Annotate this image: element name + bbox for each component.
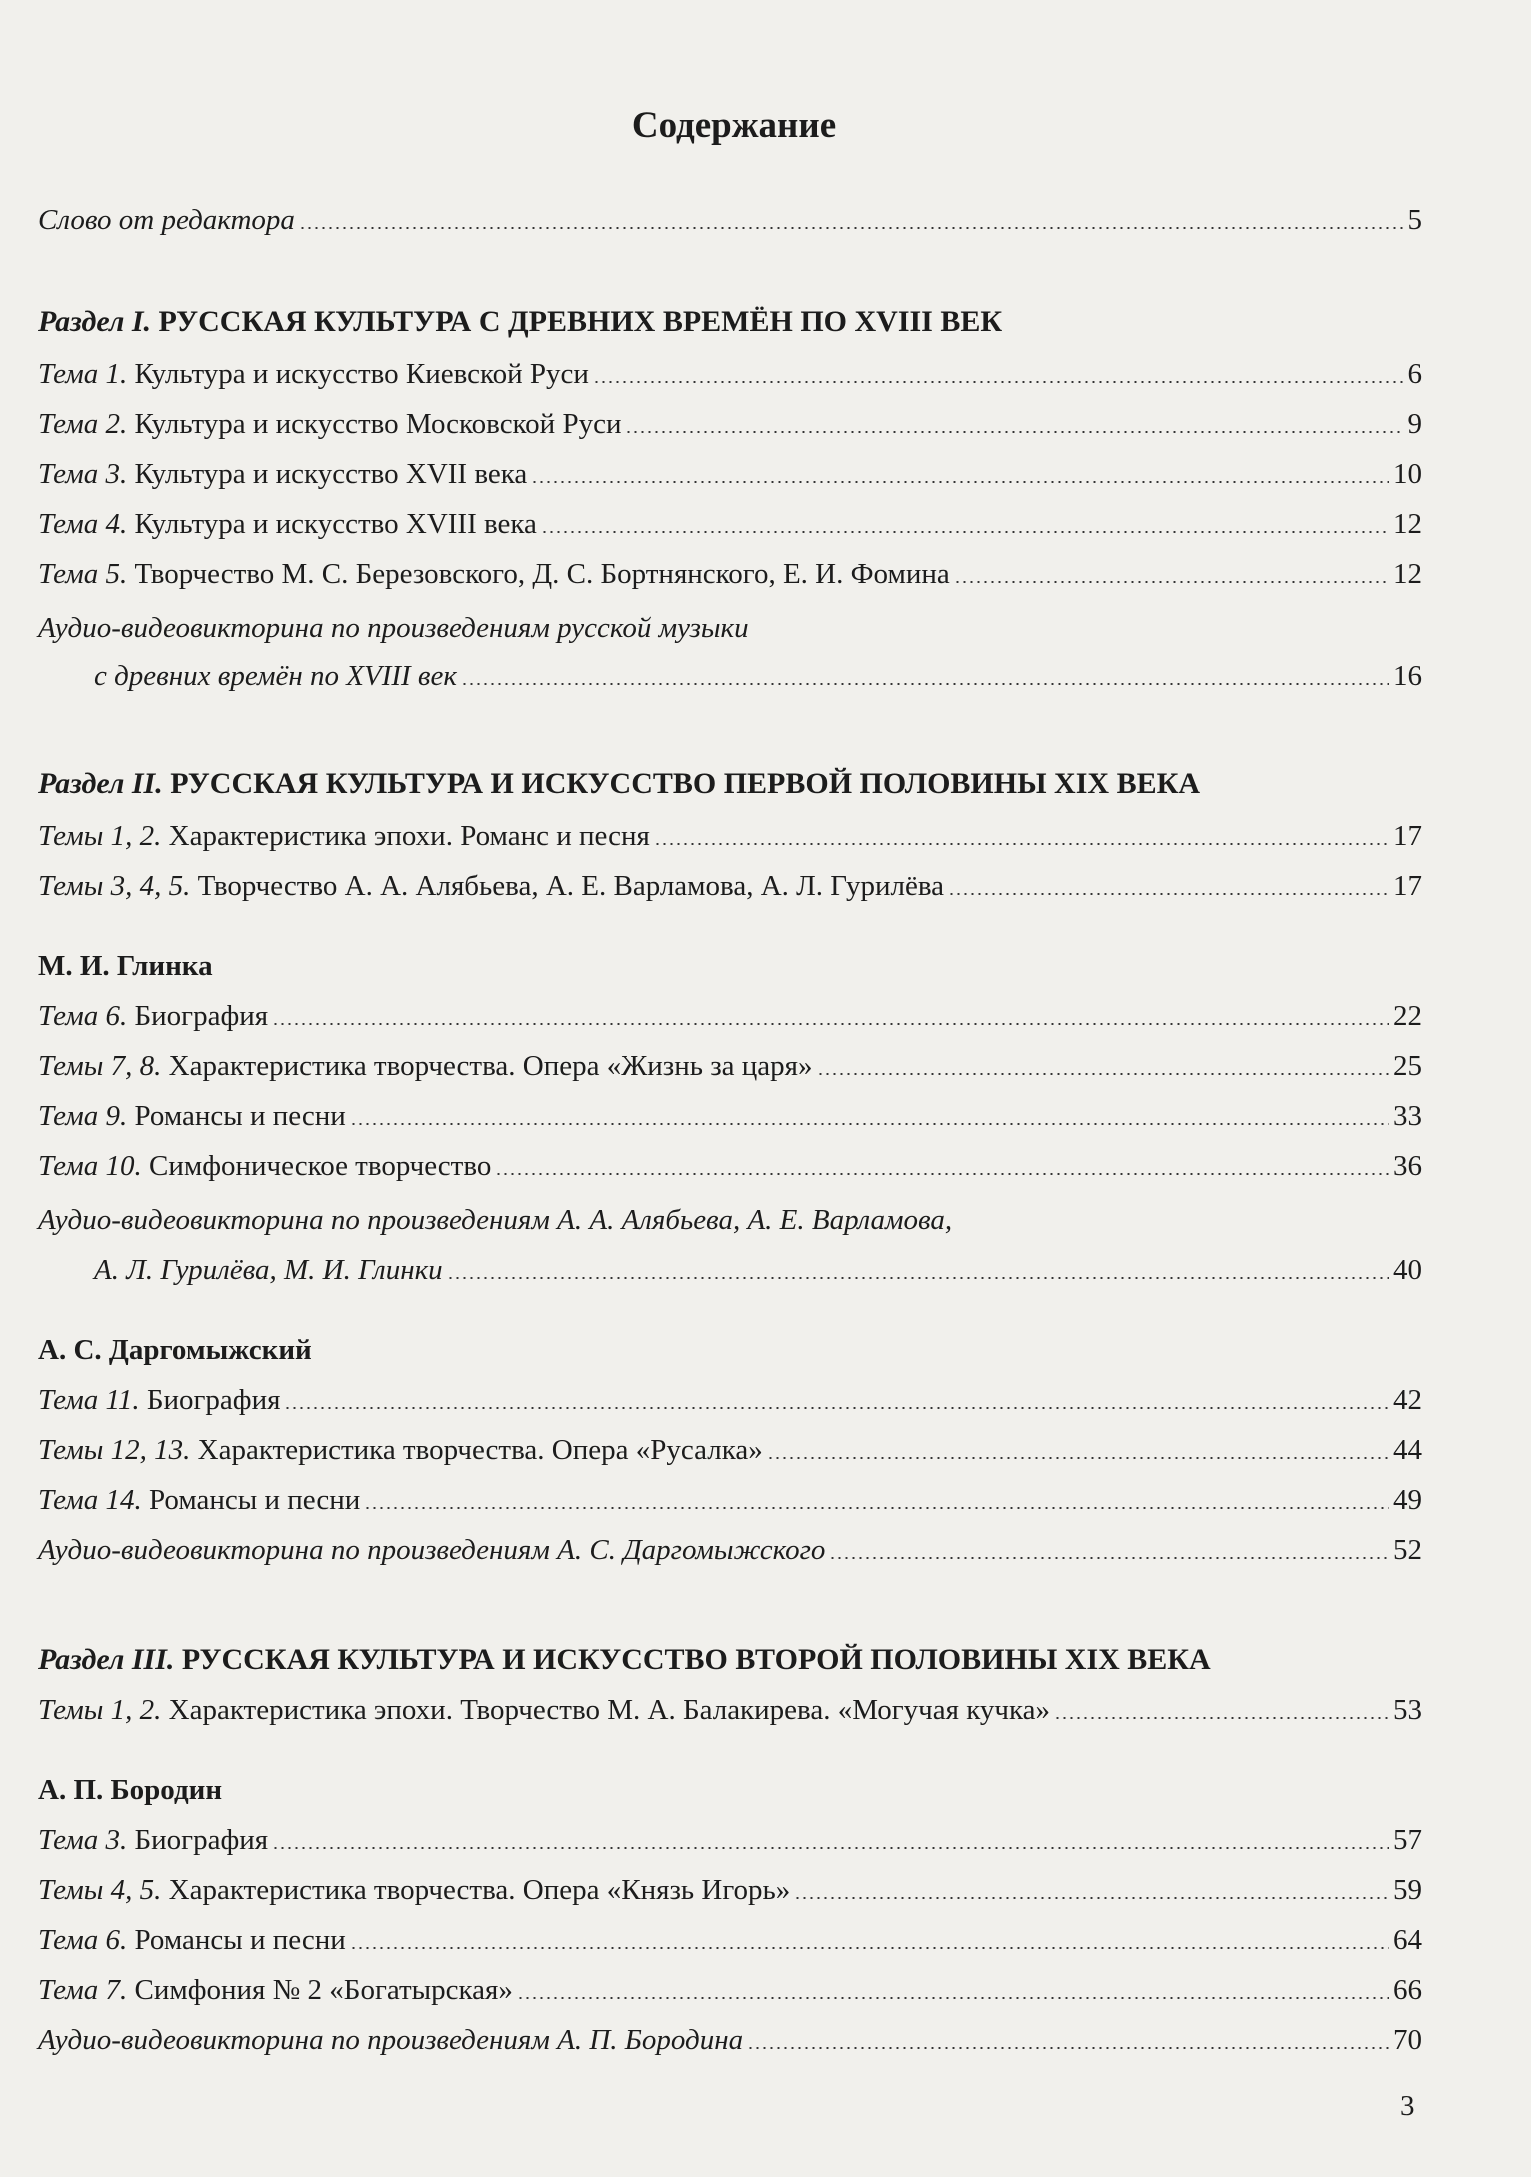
dot-leader bbox=[364, 1507, 1389, 1509]
toc-entry-text bbox=[38, 1690, 1050, 1730]
toc-entry[interactable] bbox=[38, 1046, 1422, 1086]
toc-item-composer bbox=[38, 1770, 1422, 1810]
page-ref: 40 bbox=[1393, 1254, 1422, 1286]
page-ref: 49 bbox=[1393, 1484, 1422, 1516]
topic-label: Тема 7. bbox=[38, 1974, 128, 2006]
dot-leader bbox=[461, 683, 1389, 685]
topic-label: Тема 10. bbox=[38, 1150, 142, 1182]
page-title: Содержание bbox=[631, 105, 837, 146]
topic-title: Культура и искусство XVII века bbox=[134, 458, 528, 490]
topic-label: Тема 5. bbox=[38, 558, 128, 590]
page-ref: 9 bbox=[1407, 408, 1422, 440]
toc-entry-text bbox=[38, 816, 650, 856]
page-ref: 52 bbox=[1393, 1534, 1422, 1566]
dot-leader bbox=[299, 227, 1404, 229]
topic-label: Тема 3. bbox=[38, 1824, 128, 1856]
topic-title: Культура и искусство Киевской Руси bbox=[134, 358, 589, 390]
toc-entry[interactable] bbox=[38, 454, 1422, 494]
dot-leader bbox=[495, 1173, 1389, 1175]
topic-title: Творчество А. А. Алябьева, А. Е. Варламова, А. Л. Гурилёва bbox=[197, 870, 945, 902]
toc-entry[interactable] bbox=[38, 1690, 1422, 1730]
toc-item-entry bbox=[38, 1096, 1422, 1136]
toc-entry[interactable] bbox=[38, 996, 1422, 1036]
toc-entry[interactable] bbox=[38, 656, 1422, 696]
dot-leader bbox=[350, 1947, 1389, 1949]
page-ref: 16 bbox=[1393, 660, 1422, 692]
toc-entry[interactable] bbox=[38, 1480, 1422, 1520]
toc-entry[interactable] bbox=[38, 554, 1422, 594]
page-ref: 22 bbox=[1393, 1000, 1422, 1032]
toc-item-cont bbox=[38, 608, 1422, 648]
section-heading bbox=[38, 302, 1422, 342]
toc-entry-text bbox=[38, 996, 268, 1036]
toc-item-entry bbox=[38, 454, 1422, 494]
page-ref: 6 bbox=[1407, 358, 1422, 390]
dot-leader bbox=[447, 1277, 1389, 1279]
topic-label: Тема 14. bbox=[38, 1484, 142, 1516]
page-ref: 10 bbox=[1393, 458, 1422, 490]
page-ref: 44 bbox=[1393, 1434, 1422, 1466]
dot-leader bbox=[350, 1123, 1389, 1125]
toc-entry-text bbox=[38, 2020, 743, 2060]
topic-label: Темы 12, 13. bbox=[38, 1434, 191, 1466]
toc-entry[interactable] bbox=[38, 1820, 1422, 1860]
toc-item-entry bbox=[38, 866, 1422, 906]
topic-title: Культура и искусство Московской Руси bbox=[134, 408, 622, 440]
topic-title: Биография bbox=[146, 1384, 281, 1416]
toc-item-entry bbox=[38, 1250, 1422, 1290]
page-ref: 64 bbox=[1393, 1924, 1422, 1956]
toc-entry[interactable] bbox=[38, 1430, 1422, 1470]
dot-leader bbox=[625, 431, 1403, 433]
dot-leader bbox=[817, 1073, 1389, 1075]
toc-entry-text bbox=[38, 554, 950, 594]
page-ref: 12 bbox=[1393, 508, 1422, 540]
page-ref: 5 bbox=[1407, 204, 1422, 236]
toc-item-entry bbox=[38, 1530, 1422, 1570]
page-ref: 33 bbox=[1393, 1100, 1422, 1132]
toc-item-entry bbox=[38, 504, 1422, 544]
toc-entry-text bbox=[38, 1146, 491, 1186]
page-number: 3 bbox=[1400, 2090, 1415, 2122]
page-ref: 36 bbox=[1393, 1150, 1422, 1182]
toc-item-cont bbox=[38, 1200, 1422, 1240]
page-ref: 12 bbox=[1393, 558, 1422, 590]
toc-entry-text bbox=[38, 1970, 513, 2010]
toc-entry[interactable] bbox=[38, 1920, 1422, 1960]
toc-entry-text bbox=[38, 1530, 825, 1570]
dot-leader bbox=[747, 2047, 1389, 2049]
toc-entry-text bbox=[38, 1870, 790, 1910]
dot-leader bbox=[767, 1457, 1389, 1459]
toc-entry[interactable] bbox=[38, 1096, 1422, 1136]
toc-item-entry bbox=[38, 554, 1422, 594]
dot-leader bbox=[541, 531, 1389, 533]
toc-item-entry bbox=[38, 1970, 1422, 2010]
toc-entry-text bbox=[38, 866, 944, 906]
topic-label: Тема 2. bbox=[38, 408, 128, 440]
toc-entry[interactable] bbox=[38, 200, 1422, 240]
topic-title: Романсы и песни bbox=[134, 1924, 346, 1956]
dot-leader bbox=[948, 893, 1389, 895]
toc-item-entry bbox=[38, 1820, 1422, 1860]
toc-item-entry bbox=[38, 656, 1422, 696]
toc-item-entry bbox=[38, 1480, 1422, 1520]
toc-item-entry bbox=[38, 816, 1422, 856]
topic-title: Романсы и песни bbox=[149, 1484, 361, 1516]
toc-entry[interactable] bbox=[38, 504, 1422, 544]
toc-entry-text: Аудио-видеовикторина по произведениям А. А. Алябьева, А. Е. Варламова, bbox=[38, 1204, 953, 1236]
toc-entry-text bbox=[38, 200, 295, 240]
page-ref: 42 bbox=[1393, 1384, 1422, 1416]
toc-entry[interactable] bbox=[38, 1250, 1422, 1290]
dot-leader bbox=[829, 1557, 1389, 1559]
toc-entry[interactable] bbox=[38, 1970, 1422, 2010]
topic-label: Тема 4. bbox=[38, 508, 128, 540]
topic-label: Темы 1, 2. bbox=[38, 1694, 162, 1726]
toc-entry[interactable] bbox=[38, 816, 1422, 856]
page-ref: 59 bbox=[1393, 1874, 1422, 1906]
toc-item-section bbox=[38, 764, 1422, 804]
topic-label: Темы 3, 4, 5. bbox=[38, 870, 191, 902]
toc-item-section bbox=[38, 1640, 1422, 1680]
toc-entry-text bbox=[38, 1430, 763, 1470]
section-label: Раздел I. bbox=[38, 305, 152, 338]
toc-entry-text bbox=[38, 656, 457, 696]
page-ref: 25 bbox=[1393, 1050, 1422, 1082]
topic-label: Тема 1. bbox=[38, 358, 128, 390]
topic-title: Биография bbox=[134, 1824, 269, 1856]
composer-heading: А. П. Бородин bbox=[38, 1774, 223, 1806]
toc-item-entry bbox=[38, 404, 1422, 444]
section-label: Раздел III. bbox=[38, 1643, 175, 1676]
toc-item-entry bbox=[38, 1046, 1422, 1086]
toc-entry[interactable] bbox=[38, 2020, 1422, 2060]
topic-title: Симфоническое творчество bbox=[149, 1150, 492, 1182]
toc-entry[interactable] bbox=[38, 1870, 1422, 1910]
toc-item-entry bbox=[38, 1920, 1422, 1960]
section-title: РУССКАЯ КУЛЬТУРА И ИСКУССТВО ВТОРОЙ ПОЛОВИНЫ XIX ВЕКА bbox=[181, 1643, 1211, 1676]
dot-leader bbox=[954, 581, 1389, 583]
composer-heading: А. С. Даргомыжский bbox=[38, 1334, 312, 1366]
page-ref: 53 bbox=[1393, 1694, 1422, 1726]
topic-title: Творчество М. С. Березовского, Д. С. Бортнянского, Е. И. Фомина bbox=[134, 558, 950, 590]
toc-entry-text bbox=[38, 504, 537, 544]
toc-entry-text bbox=[38, 1820, 268, 1860]
toc-item-section bbox=[38, 302, 1422, 342]
topic-title: с древних времён по XVIII век bbox=[94, 660, 457, 692]
toc-entry-text bbox=[38, 354, 589, 394]
page-ref: 17 bbox=[1393, 820, 1422, 852]
section-heading bbox=[38, 1640, 1422, 1680]
section-title: РУССКАЯ КУЛЬТУРА И ИСКУССТВО ПЕРВОЙ ПОЛОВИНЫ XIX ВЕКА bbox=[170, 767, 1201, 800]
page-ref: 66 bbox=[1393, 1974, 1422, 2006]
toc-entry-text bbox=[38, 1380, 280, 1420]
toc-item-entry bbox=[38, 1430, 1422, 1470]
toc-item-entry bbox=[38, 1146, 1422, 1186]
toc-entry-text bbox=[38, 1480, 360, 1520]
toc-entry[interactable] bbox=[38, 1146, 1422, 1186]
toc-entry[interactable] bbox=[38, 1530, 1422, 1570]
toc-entry-text bbox=[38, 1096, 346, 1136]
page-ref: 57 bbox=[1393, 1824, 1422, 1856]
topic-title: А. Л. Гурилёва, М. И. Глинки bbox=[94, 1254, 443, 1286]
toc-item-entry bbox=[38, 2020, 1422, 2060]
dot-leader bbox=[794, 1897, 1389, 1899]
dot-leader bbox=[1054, 1717, 1389, 1719]
topic-label: Тема 9. bbox=[38, 1100, 128, 1132]
topic-title: Биография bbox=[134, 1000, 269, 1032]
topic-label: Темы 7, 8. bbox=[38, 1050, 162, 1082]
dot-leader bbox=[272, 1023, 1389, 1025]
topic-title: Характеристика творчества. Опера «Русалка» bbox=[197, 1434, 763, 1466]
page-ref: 70 bbox=[1393, 2024, 1422, 2056]
toc-entry-text bbox=[38, 1046, 813, 1086]
topic-title: Симфония № 2 «Богатырская» bbox=[134, 1974, 513, 2006]
section-heading bbox=[38, 764, 1422, 804]
topic-label: Тема 11. bbox=[38, 1384, 140, 1416]
toc-item-entry bbox=[38, 1690, 1422, 1730]
toc-entry[interactable] bbox=[38, 404, 1422, 444]
topic-title: Романсы и песни bbox=[134, 1100, 346, 1132]
topic-label: Тема 3. bbox=[38, 458, 128, 490]
topic-title: Слово от редактора bbox=[38, 204, 295, 236]
section-label: Раздел II. bbox=[38, 767, 163, 800]
topic-label: Тема 6. bbox=[38, 1924, 128, 1956]
toc-entry[interactable] bbox=[38, 1380, 1422, 1420]
dot-leader bbox=[272, 1847, 1389, 1849]
dot-leader bbox=[531, 481, 1389, 483]
topic-title: Культура и искусство XVIII века bbox=[134, 508, 537, 540]
dot-leader bbox=[593, 381, 1404, 383]
toc-item-entry bbox=[38, 1870, 1422, 1910]
toc-item-entry bbox=[38, 996, 1422, 1036]
dot-leader bbox=[517, 1997, 1389, 1999]
toc-entry-text bbox=[38, 404, 621, 444]
topic-label: Темы 4, 5. bbox=[38, 1874, 162, 1906]
topic-title: Аудио-видеовикторина по произведениям А. С. Даргомыжского bbox=[38, 1534, 826, 1566]
topic-title: Характеристика творчества. Опера «Князь Игорь» bbox=[168, 1874, 791, 1906]
topic-title: Характеристика эпохи. Романс и песня bbox=[168, 820, 650, 852]
topic-title: Характеристика творчества. Опера «Жизнь за царя» bbox=[168, 1050, 813, 1082]
toc-entry-text: Аудио-видеовикторина по произведениям русской музыки bbox=[38, 612, 749, 644]
section-title: РУССКАЯ КУЛЬТУРА С ДРЕВНИХ ВРЕМЁН ПО XVIII ВЕК bbox=[158, 305, 1003, 338]
page-ref: 17 bbox=[1393, 870, 1422, 902]
toc-entry-text bbox=[38, 1250, 443, 1290]
toc-item-entry bbox=[38, 1380, 1422, 1420]
topic-label: Темы 1, 2. bbox=[38, 820, 162, 852]
toc-item-composer bbox=[38, 946, 1422, 986]
toc-item-entry bbox=[38, 200, 1422, 240]
toc-entry[interactable] bbox=[38, 354, 1422, 394]
composer-heading: М. И. Глинка bbox=[38, 950, 213, 982]
dot-leader bbox=[284, 1407, 1389, 1409]
toc-item-composer bbox=[38, 1330, 1422, 1370]
topic-title: Характеристика эпохи. Творчество М. А. Балакирева. «Могучая кучка» bbox=[168, 1694, 1051, 1726]
toc-entry-text bbox=[38, 454, 527, 494]
topic-label: Тема 6. bbox=[38, 1000, 128, 1032]
toc-entry[interactable] bbox=[38, 866, 1422, 906]
toc-entry-text bbox=[38, 1920, 346, 1960]
dot-leader bbox=[654, 843, 1389, 845]
toc-item-entry bbox=[38, 354, 1422, 394]
topic-title: Аудио-видеовикторина по произведениям А. П. Бородина bbox=[38, 2024, 744, 2056]
